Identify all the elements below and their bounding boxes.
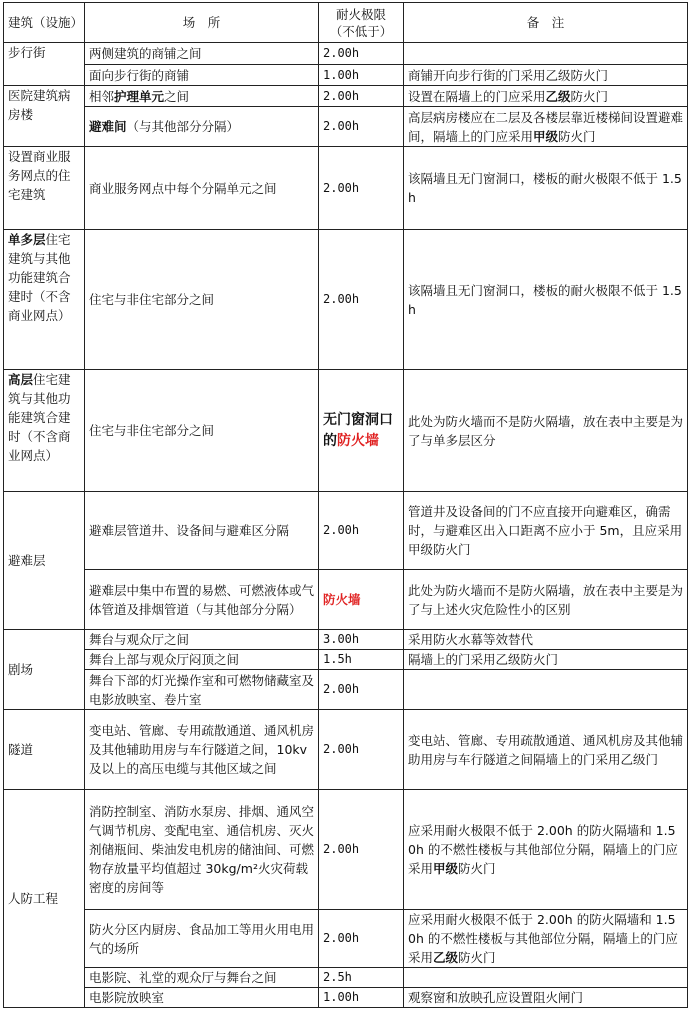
table-row [4, 230, 688, 370]
category-cell [4, 370, 85, 492]
category-text: 住宅建筑与其他功能建筑合建时（不含商业网点） [8, 372, 71, 463]
limit-cell: 2.00h [319, 910, 404, 968]
place-cell: 舞台与观众厅之间 [85, 630, 319, 650]
note-cell [404, 968, 688, 988]
table-header-row [4, 3, 688, 43]
table-row [4, 670, 688, 710]
category-cell [4, 230, 85, 370]
table-row [4, 43, 688, 65]
note-cell: 此处为防火墙而不是防火隔墙，放在表中主要是为了与单多层区分 [404, 370, 688, 492]
table-row [4, 65, 688, 86]
limit-cell [319, 370, 404, 492]
place-emphasis: 护理单元 [114, 88, 165, 104]
place-cell [85, 86, 319, 107]
place-cell: 两侧建筑的商铺之间 [85, 43, 319, 65]
fire-separation-table [3, 2, 688, 1008]
note-emphasis: 乙级 [433, 950, 459, 965]
place-cell: 舞台下部的灯光操作室和可燃物储藏室及电影放映室、卷片室 [85, 670, 319, 710]
category-cell: 避难层 [4, 492, 85, 630]
header-fire-limit-main: 耐火极限 [335, 6, 386, 22]
table-row [4, 630, 688, 650]
note-text: 防火门 [558, 128, 596, 144]
limit-cell: 2.5h [319, 968, 404, 988]
note-text: 应采用耐火极限不低于 2.00h 的防火隔墙和 1.50h 的不燃性楼板与其他部位分隔，隔墙上的门应采用 [408, 912, 678, 965]
place-cell: 防火分区内厨房、食品加工等用火用电用气的场所 [85, 910, 319, 968]
place-cell: 商业服务网点中每个分隔单元之间 [85, 147, 319, 230]
table-row [4, 147, 688, 230]
note-cell: 商铺开向步行街的门采用乙级防火门 [404, 65, 688, 86]
place-cell: 避难层管道井、设备间与避难区分隔 [85, 492, 319, 570]
limit-cell: 2.00h [319, 790, 404, 910]
note-text: 设置在隔墙上的门应采用 [408, 88, 546, 104]
note-cell: 观察窗和放映孔应设置阻火闸门 [404, 988, 688, 1008]
table-row [4, 988, 688, 1008]
limit-cell: 2.00h [319, 230, 404, 370]
category-cell: 人防工程 [4, 790, 85, 1008]
note-emphasis: 甲级 [533, 128, 559, 144]
limit-cell: 1.00h [319, 65, 404, 86]
table-row [4, 492, 688, 570]
category-cell: 隧道 [4, 710, 85, 790]
header-fire-limit [319, 3, 404, 43]
note-text: 防火门 [458, 950, 496, 965]
note-cell: 该隔墙且无门窗洞口，楼板的耐火极限不低于 1.5h [404, 147, 688, 230]
category-text: 住宅建筑与其他功能建筑合建时（不含商业网点） [8, 232, 71, 323]
note-cell [404, 670, 688, 710]
limit-cell: 2.00h [319, 86, 404, 107]
limit-cell: 1.5h [319, 650, 404, 670]
note-cell: 管道井及设备间的门不应直接开向避难区，确需时，与避难区出入口距离不应小于 5m，且应采用甲级防火门 [404, 492, 688, 570]
note-cell [404, 910, 688, 968]
place-cell: 变电站、管廊、专用疏散通道、通风机房及其他辅助用房与车行隧道之间，10kv 及以上的高压电缆与其他区域之间 [85, 710, 319, 790]
note-text: 防火门 [570, 88, 609, 104]
table-row [4, 107, 688, 147]
place-text: （与其他部分分隔） [126, 119, 240, 134]
header-building: 建筑（设施） [4, 3, 85, 43]
limit-cell: 2.00h [319, 492, 404, 570]
place-emphasis: 避难间 [89, 119, 127, 134]
note-cell [404, 43, 688, 65]
note-cell [404, 107, 688, 147]
category-cell: 设置商业服务网点的住宅建筑 [4, 147, 85, 230]
place-cell: 电影院放映室 [85, 988, 319, 1008]
limit-cell: 2.00h [319, 710, 404, 790]
limit-cell: 2.00h [319, 147, 404, 230]
place-cell: 住宅与非住宅部分之间 [85, 230, 319, 370]
place-cell: 面向步行街的商铺 [85, 65, 319, 86]
table-row [4, 370, 688, 492]
place-text: 相邻 [89, 88, 115, 104]
place-cell: 住宅与非住宅部分之间 [85, 370, 319, 492]
header-place: 场 所 [85, 3, 319, 43]
table-row [4, 86, 688, 107]
limit-cell: 3.00h [319, 630, 404, 650]
place-cell: 避难层中集中布置的易燃、可燃液体或气体管道及排烟管道（与其他部分分隔） [85, 570, 319, 630]
limit-cell: 2.00h [319, 43, 404, 65]
header-note: 备 注 [404, 3, 688, 43]
note-emphasis: 乙级 [545, 88, 571, 104]
place-text: 之间 [164, 88, 190, 104]
note-cell: 该隔墙且无门窗洞口，楼板的耐火极限不低于 1.5h [404, 230, 688, 370]
table-row [4, 570, 688, 630]
note-cell: 采用防火水幕等效替代 [404, 630, 688, 650]
limit-cell: 2.00h [319, 107, 404, 147]
category-cell: 步行街 [4, 43, 85, 86]
note-cell: 隔墙上的门采用乙级防火门 [404, 650, 688, 670]
firewall-label: 防火墙 [337, 432, 379, 449]
place-cell: 电影院、礼堂的观众厅与舞台之间 [85, 968, 319, 988]
limit-cell: 1.00h [319, 988, 404, 1008]
table-row [4, 910, 688, 968]
place-cell: 舞台上部与观众厅闷顶之间 [85, 650, 319, 670]
table-row [4, 790, 688, 910]
limit-text: 无门窗洞口的 [323, 411, 393, 449]
category-emphasis: 高层 [8, 372, 34, 387]
table-row [4, 650, 688, 670]
place-cell: 消防控制室、消防水泵房、排烟、通风空气调节机房、变配电室、通信机房、灭火剂储瓶间、柴油发电机房的储油间、可燃物存放量平均值超过 30kg/m²火灾荷载密度的房间等 [85, 790, 319, 910]
note-cell [404, 86, 688, 107]
note-text: 应采用耐火极限不低于 2.00h 的防火隔墙和 1.50h 的不燃性楼板与其他部位分隔，隔墙上的门应采用 [408, 823, 678, 876]
firewall-label: 防火墙 [319, 570, 404, 630]
note-cell [404, 790, 688, 910]
note-emphasis: 甲级 [433, 861, 459, 876]
category-emphasis: 单多层 [8, 232, 46, 247]
header-fire-limit-sub: （不低于） [329, 23, 393, 39]
note-cell: 变电站、管廊、专用疏散通道、通风机房及其他辅助用房与车行隧道之间隔墙上的门采用乙级门 [404, 710, 688, 790]
category-cell: 医院建筑病房楼 [4, 86, 85, 147]
limit-cell: 2.00h [319, 670, 404, 710]
table-row [4, 968, 688, 988]
note-text: 高层病房楼应在二层及各楼层靠近楼梯间设置避难间，隔墙上的门应采用 [408, 109, 684, 144]
table-row [4, 710, 688, 790]
note-text: 防火门 [458, 861, 496, 876]
category-cell: 剧场 [4, 630, 85, 710]
place-cell [85, 107, 319, 147]
note-cell: 此处为防火墙而不是防火隔墙，放在表中主要是为了与上述火灾危险性小的区别 [404, 570, 688, 630]
